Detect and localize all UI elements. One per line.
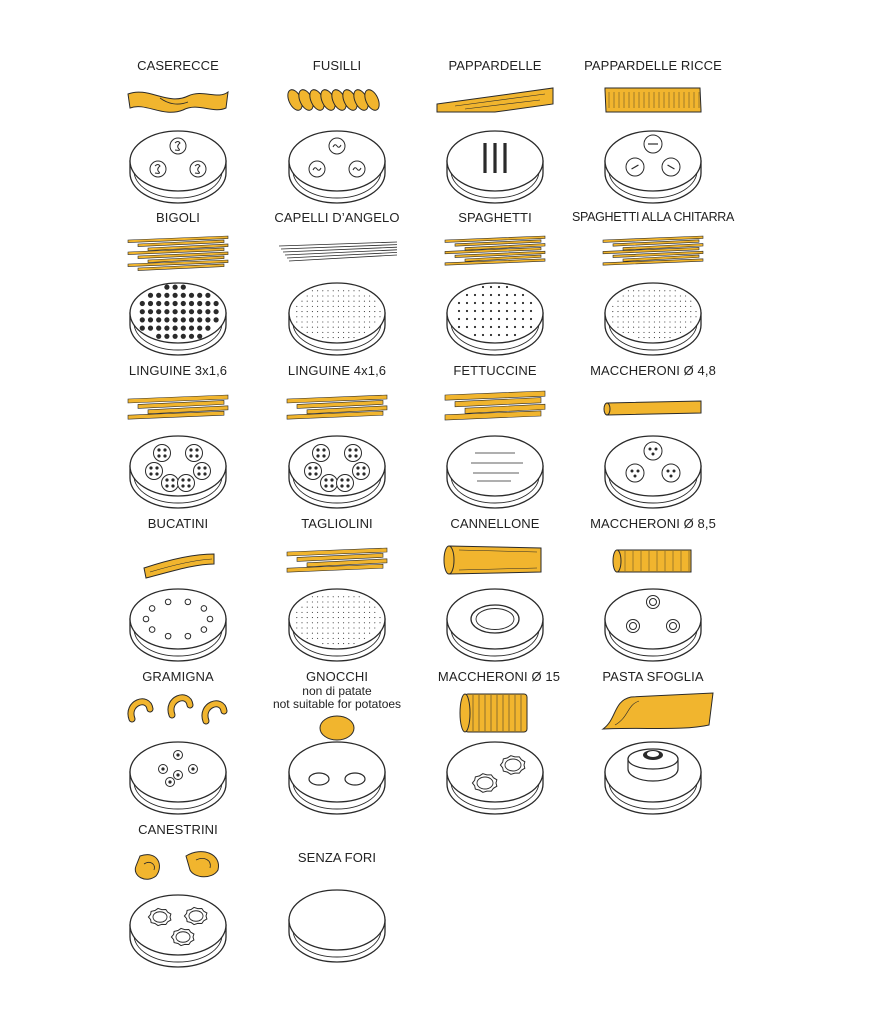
die-maccheroni-85 [573,514,733,664]
die-plate-icon [257,361,417,511]
die-pappardelle-ricce [573,56,733,206]
die-label: SPAGHETTI ALLA CHITARRA [571,210,735,224]
die-label: FETTUCCINE [453,363,537,378]
die-plate-icon [573,361,733,511]
die-plate-icon [573,56,733,206]
die-label: LINGUINE 3x1,6 [128,363,228,378]
die-canestrini [98,820,258,970]
die-label: MACCHERONI Ø 15 [437,669,561,684]
die-label: SPAGHETTI [458,210,532,225]
die-label: GNOCCHI [305,669,369,684]
die-label: CANNELLONE [450,516,540,531]
die-label: CANESTRINI [138,822,218,837]
die-senza-fori [257,848,417,998]
die-plate-icon [257,514,417,664]
die-plate-icon [415,361,575,511]
die-label: PAPPARDELLE [448,58,542,73]
die-note-en: not suitable for potatoes [272,697,402,711]
die-label: SENZA FORI [297,850,377,865]
die-label: PASTA SFOGLIA [602,669,704,684]
die-gnocchi [257,667,417,817]
die-bigoli [98,208,258,358]
die-fettuccine [415,361,575,511]
die-fusilli [257,56,417,206]
die-bucatini [98,514,258,664]
die-plate-icon [415,208,575,358]
die-maccheroni-48 [573,361,733,511]
die-plate-icon [98,208,258,358]
die-plate-icon [257,667,417,817]
die-spaghetti-alla-chitarra [573,208,733,358]
die-plate-icon [573,514,733,664]
die-plate-icon [98,820,258,970]
die-label: CASERECCE [137,58,219,73]
die-label: LINGUINE 4x1,6 [287,363,387,378]
die-label: CAPELLI D’ANGELO [274,210,400,225]
die-label: MACCHERONI Ø 8,5 [590,516,716,531]
die-label: MACCHERONI Ø 4,8 [590,363,716,378]
die-label: PAPPARDELLE RICCE [584,58,722,73]
die-cannellone [415,514,575,664]
die-gramigna [98,667,258,817]
die-plate-icon [257,820,417,970]
die-label: BUCATINI [147,516,209,531]
die-plate-icon [415,514,575,664]
die-plate-icon [257,208,417,358]
die-plate-icon [98,667,258,817]
die-pasta-sfoglia [573,667,733,817]
die-maccheroni-15 [415,667,575,817]
die-pappardelle [415,56,575,206]
die-plate-icon [98,514,258,664]
die-plate-icon [98,361,258,511]
die-label: TAGLIOLINI [301,516,373,531]
die-plate-icon [415,667,575,817]
die-capelli-dangelo [257,208,417,358]
die-label: BIGOLI [156,210,200,225]
die-label: FUSILLI [312,58,362,73]
die-label: GRAMIGNA [142,669,214,684]
die-spaghetti [415,208,575,358]
die-plate-icon [573,208,733,358]
die-linguine-3x16 [98,361,258,511]
die-plate-icon [573,667,733,817]
die-plate-icon [415,56,575,206]
die-linguine-4x16 [257,361,417,511]
die-plate-icon [257,56,417,206]
die-caserecce [98,56,258,206]
die-tagliolini [257,514,417,664]
die-plate-icon [98,56,258,206]
die-note-it: non di patate [302,684,372,698]
